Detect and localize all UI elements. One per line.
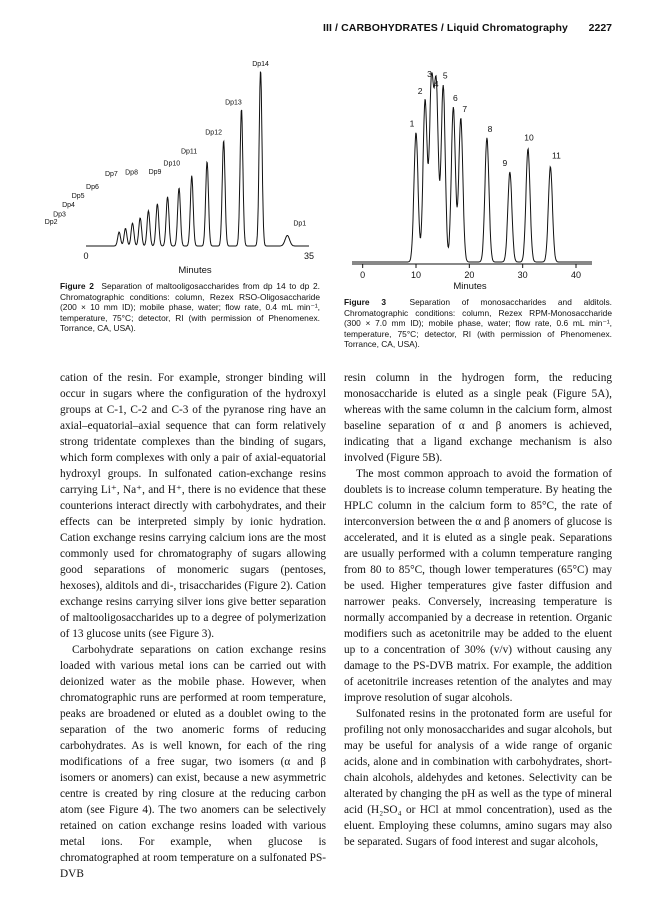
right-text-column: [344, 370, 612, 850]
figure-2-peak-label: Dp2: [44, 218, 58, 226]
figure-2-peak-label: Dp13: [225, 99, 242, 107]
figure-3-peak-label: 6: [452, 93, 458, 104]
figure-3-peak-label: 11: [551, 150, 561, 161]
figure-3-trace: [352, 70, 592, 262]
figure-2-peak-label: Dp6: [86, 183, 99, 191]
figure-3-peak-label: 4: [433, 79, 439, 90]
figure-3-caption-text: Separation of monosaccharides and alditols. Chromatographic conditions: column, Rezex RPM-Monosaccharide (300 × 7.0 mm ID); mobile phase, water; flow rate, 0.6 mL min⁻¹, temperature, 75°C; detector, RI (with permission of Phenomenex. Torrance, CA, USA).: [344, 297, 612, 350]
figure-2-caption: [60, 281, 320, 334]
paragraph: Carbohydrate separations on cation exchange resins loaded with various metal ions can be carried out with deionized water as the mobile phase. However, when chromatographic runs are performed at room temperature, peaks are broadened or eluted as a doublet owing to the separation of the two anomeric forms of reducing carbohydrates. As is well known, for each of the ring modifications of a free sugar, two isomers (α and β isomers or anomers) can exist, because a new asymmetric centre is created by ring closure at the reducing carbon atom (see Figure 4). The two anomers can be selectively retained on cation exchange resins loaded with various metal ions. For example, when glucose is chromatographed at room temperature on a sulfonated PS-DVB: [60, 644, 326, 880]
figure-3-peak-label: 10: [524, 132, 534, 143]
figure-2-peak-label: Dp3: [53, 211, 66, 219]
figure-2-x-axis-label: Minutes: [178, 265, 212, 276]
paragraph: cation of the resin. For example, stronger binding will occur in sugars where the configuration of the hydroxyl groups at C-1, C-2 and C-3 of the pyranose ring have an axial–equatorial–axial sequence that can form relatively strong tridentate complexes than the binding of sugars, which form complexes with only a pair of axial-equatorial hydroxyl groups. In sulfonated cation-exchange resins carrying Li⁺, Na⁺, and H⁺, there is no evidence that these counterions interact directly with carbohydrates, and their effects can be interpreted simply by ionic hydration. Cation exchange resins carrying calcium ions are the most commonly used for chromatography of sugars allowing good separations of monomeric sugars (pentoses, hexoses), alditols and di-, trisaccharides (Figure 2). Cation exchange resins carrying silver ions give better separation of maltooligosaccharides up to a degree of polymerization of 13 glucose units (see Figure 3).: [60, 372, 326, 640]
figure-2-x-start: 0: [83, 251, 89, 261]
figure-3: [344, 62, 612, 294]
left-text-column: [60, 370, 326, 882]
figure-3-peak-label: 5: [442, 70, 448, 81]
figure-3-caption-label: Figure 3: [344, 297, 386, 307]
paragraph: The most common approach to avoid the formation of doublets is to increase column temperature. By heating the HPLC column in the calcium form to 85°C, the rate of interconversion between the α and β anomers of glucose is accelerated, and it is eluted as a single peak. Separations are usually performed with a column temperature ranging from 80 to 85°C, though lower temperatures (65°C) may be used. Higher temperatures give faster diffusion and narrower peaks. Conversely, increasing temperature is normally accompanied by a decrease in retention. Organic modifiers such as acetonitrile may be added to the eluent up to a concentration of 30% (v/v) without causing any damage to the PS-DVB matrix. For example, the addition of acetonitrile increases retention of the analytes and may improve resolution of sugar alcohols.: [344, 468, 612, 704]
running-header-title: III / CARBOHYDRATES / Liquid Chromatography: [322, 22, 568, 34]
figure-2-peak-label: Dp14: [252, 61, 269, 68]
paragraph: Sulfonated resins in the protonated form are useful for profiling not only monosaccharides and sugar alcohols, but may be useful for analysis of a wide range of organic acids, alone and in combination with carbohydrates, short-chain alcohols, aldehydes and ketones. Selectivity can be alterated by changing the pH as well as the type of mineral acid (H₂SO₄ or HCl at mmol concentration), used as the eluent. Employing these columns, amino sugars may also be separated. Sugars of food interest and sugar alcohols,: [344, 708, 612, 848]
figure-2-peak-label: Dp11: [180, 148, 198, 156]
figure-2-peak-label: Dp9: [148, 168, 162, 176]
figure-3-peak-label: 2: [417, 86, 423, 96]
figure-3-tick-label: 30: [517, 270, 528, 280]
figure-2: [44, 60, 320, 282]
figure-3-chart: [344, 62, 612, 294]
figure-2-peak-label: Dp1: [293, 220, 307, 228]
figure-2-peak-label: Dp7: [104, 170, 118, 178]
page-number: 2227: [588, 22, 612, 34]
figure-3-x-axis-label: Minutes: [453, 281, 487, 292]
paragraph: resin column in the hydrogen form, the reducing monosaccharide is eluted as a single peak (Figure 5A), whereas with the same column in the calcium form, almost baseline separation of α and β anomers is achieved, indicating that a ligand exchange mechanism is also involved (Figure 5B).: [344, 372, 612, 464]
figure-2-caption-label: Figure 2: [60, 281, 94, 291]
figure-2-chart: [44, 60, 320, 282]
figure-3-caption: [344, 297, 612, 350]
figure-2-peak-label: Dp8: [125, 169, 138, 177]
figure-3-peak-label: 1: [409, 118, 415, 129]
figure-3-peak-label: 3: [427, 68, 432, 79]
figure-2-peak-label: Dp4: [62, 202, 75, 210]
figure-2-trace: [86, 72, 309, 246]
figure-2-caption-text: Separation of maltooligosaccharides from dp 14 to dp 2. Chromatographic conditions: column, Rezex RSO-Oligosaccharide (200 × 10 mm ID); mobile phase, water; flow rate, 0.4 mL min⁻¹, temperature, 75°C; detector, RI (with permission of Phenomenex. Torrance, CA, USA).: [60, 281, 320, 334]
figure-3-tick-label: 10: [410, 270, 422, 280]
figure-2-x-end: 35: [303, 251, 315, 261]
figure-3-peak-label: 8: [487, 123, 493, 134]
figure-3-peak-label: 7: [462, 104, 468, 114]
figure-3-tick-label: 0: [360, 270, 366, 280]
figure-2-peak-label: Dp5: [71, 192, 85, 200]
figure-3-peak-label: 9: [502, 158, 508, 168]
figure-3-tick-label: 20: [464, 270, 475, 280]
figure-3-tick-label: 40: [570, 270, 582, 280]
running-header: [60, 20, 612, 38]
figure-2-peak-label: Dp12: [205, 129, 222, 137]
figure-2-peak-label: Dp10: [163, 160, 181, 168]
